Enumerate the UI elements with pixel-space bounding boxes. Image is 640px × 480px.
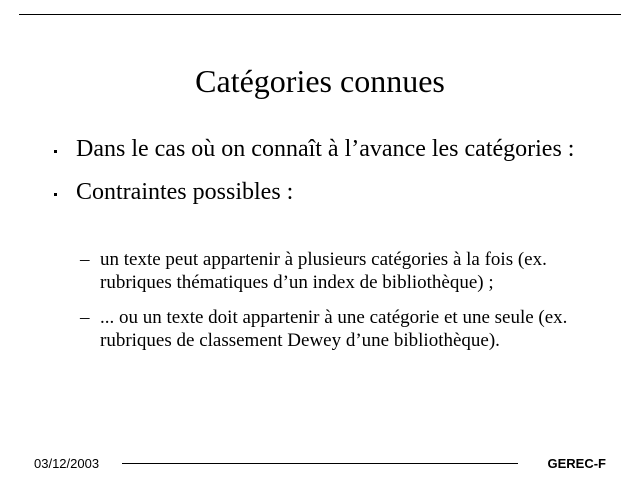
footer-date: 03/12/2003 bbox=[34, 456, 100, 471]
dash-marker-icon: – bbox=[80, 249, 90, 270]
bullet-item bbox=[46, 177, 606, 207]
footer-organization: GEREC-F bbox=[547, 456, 606, 471]
slide-title: Catégories connues bbox=[195, 63, 445, 99]
bullet-marker-icon bbox=[54, 193, 57, 196]
bullet-list bbox=[46, 134, 606, 220]
subbullet-text: un texte peut appartenir à plusieurs catégories à la fois (ex. rubriques thématiques d’un index de bibliothèque) ; bbox=[100, 249, 547, 293]
subbullet-text: ... ou un texte doit appartenir à une catégorie et une seule (ex. rubriques de classement Dewey d’une bibliothèque). bbox=[100, 307, 568, 351]
footer-divider bbox=[122, 463, 518, 464]
bullet-text: Contraintes possibles : bbox=[76, 179, 294, 205]
subbullet-item bbox=[80, 248, 600, 294]
top-divider bbox=[19, 14, 621, 15]
dash-marker-icon: – bbox=[80, 307, 90, 328]
subbullet-item bbox=[80, 306, 600, 352]
bullet-text: Dans le cas où on connaît à l’avance les catégories : bbox=[76, 136, 575, 162]
subbullet-list bbox=[80, 248, 600, 364]
bullet-item bbox=[46, 134, 606, 164]
bullet-marker-icon bbox=[54, 150, 57, 153]
